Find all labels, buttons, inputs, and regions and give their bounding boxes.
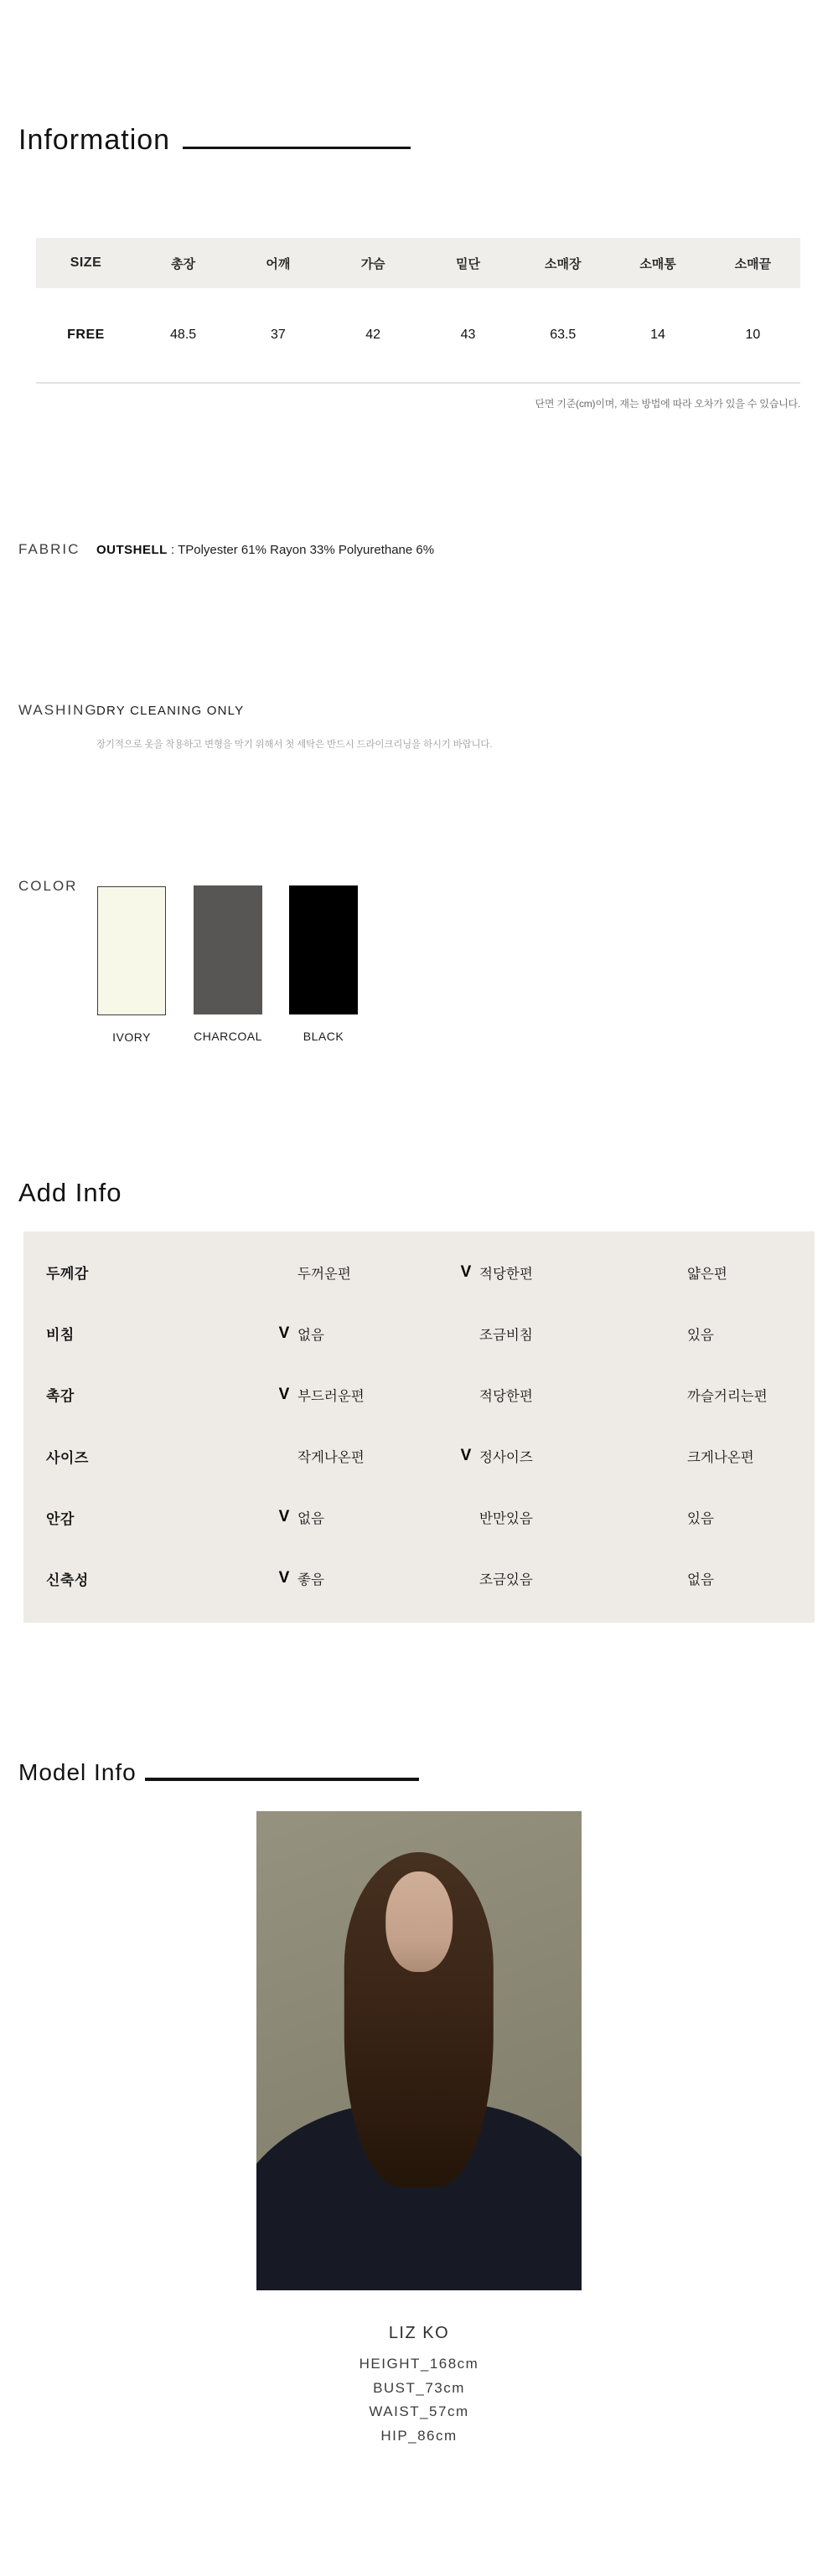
model-measurement-hip: HIP_86cm	[380, 2427, 458, 2444]
add-info-option-text: 조금있음	[479, 1572, 533, 1588]
add-info-option-text: 적당한편	[479, 1388, 533, 1404]
model-photo	[256, 1811, 582, 2290]
add-info-option-text: 정사이즈	[479, 1450, 533, 1466]
add-info-option	[277, 1568, 458, 1588]
fabric-composition-text: TPolyester 61% Rayon 33% Polyurethane 6%	[178, 543, 435, 557]
size-table-cell: 10	[745, 328, 761, 342]
add-info-option	[458, 1507, 666, 1527]
check-mark-icon: V	[278, 1508, 290, 1526]
washing-instruction: DRY CLEANING ONLY	[96, 704, 245, 718]
model-measurement-waist: WAIST_57cm	[369, 2403, 469, 2419]
size-table-header-cell: 어깨	[266, 256, 291, 271]
model-name: LIZ KO	[388, 2324, 450, 2342]
add-info-row-lining	[23, 1507, 815, 1528]
add-info-option	[458, 1446, 666, 1466]
model-info-title-rule	[145, 1778, 419, 1781]
add-info-title: Add Info	[18, 1178, 122, 1207]
color-swatch-ivory-fill	[97, 886, 166, 1015]
add-info-row-label: 사이즈	[46, 1449, 89, 1466]
add-info-option-text: 조금비침	[479, 1327, 533, 1343]
check-mark-icon: V	[460, 1447, 472, 1465]
check-mark-icon: V	[460, 1262, 472, 1281]
color-swatch-charcoal-label: CHARCOAL	[194, 1030, 262, 1043]
add-info-option	[458, 1568, 666, 1588]
add-info-row-size-fit	[23, 1446, 815, 1467]
model-info-title: Model Info	[18, 1759, 137, 1785]
add-info-option	[666, 1446, 815, 1466]
check-mark-icon: V	[278, 1385, 290, 1403]
size-table-cell: 37	[270, 328, 286, 342]
add-info-row-sheerness	[23, 1323, 815, 1344]
add-info-option-text: 적당한편	[479, 1266, 533, 1282]
color-swatch-ivory-label: IVORY	[112, 1030, 151, 1044]
size-table-row	[36, 288, 800, 382]
size-table-cell: 43	[460, 328, 476, 342]
model-measurement-bust: BUST_73cm	[373, 2379, 465, 2396]
information-title: Information	[18, 124, 171, 156]
fabric-label: FABRIC	[18, 541, 80, 557]
add-info-option	[666, 1324, 815, 1344]
add-info-option-text: 부드러운편	[297, 1388, 365, 1404]
add-info-section-header	[18, 1180, 186, 1205]
size-table-header-cell: 가슴	[360, 256, 385, 271]
fabric-part-name: OUTSHELL	[96, 543, 168, 557]
add-info-option-text: 있음	[687, 1327, 714, 1343]
add-info-option-text: 없음	[687, 1572, 714, 1588]
add-info-option	[277, 1385, 458, 1405]
add-info-row-label: 두께감	[46, 1266, 89, 1282]
add-info-option	[277, 1262, 458, 1283]
washing-label: WASHING	[18, 702, 98, 718]
add-info-option	[666, 1507, 815, 1527]
color-swatch-charcoal	[194, 885, 262, 1043]
add-info-option-text: 없음	[297, 1511, 324, 1527]
model-measurements	[0, 2352, 838, 2448]
color-swatch-black-fill	[289, 885, 358, 1014]
color-swatch-black-label: BLACK	[303, 1030, 344, 1043]
add-info-option-text: 작게나온편	[297, 1450, 365, 1466]
add-info-option-text: 좋음	[297, 1572, 324, 1588]
add-info-option-text: 얇은편	[687, 1266, 727, 1282]
model-measurement-height: HEIGHT_168cm	[359, 2356, 479, 2372]
color-swatch-charcoal-fill	[194, 885, 262, 1014]
add-info-row-label: 비침	[46, 1327, 75, 1344]
size-table-header-cell: 밑단	[455, 256, 480, 271]
add-info-row-thickness	[23, 1262, 815, 1283]
add-info-option	[666, 1568, 815, 1588]
size-table-cell: 48.5	[170, 328, 197, 342]
add-info-row-label: 안감	[46, 1510, 75, 1527]
check-mark-icon: V	[278, 1324, 290, 1342]
fabric-separator: :	[167, 543, 178, 557]
size-table-header	[36, 238, 800, 288]
add-info-option-text: 까슬거리는편	[687, 1388, 768, 1404]
washing-note: 장기적으로 옷을 착용하고 변형을 막기 위해서 첫 세탁은 반드시 드라이크리닝을 하시기 바랍니다.	[96, 740, 493, 750]
add-info-row-label: 촉감	[46, 1388, 75, 1405]
color-swatch-ivory	[97, 886, 166, 1044]
add-info-row-stretch	[23, 1568, 815, 1589]
add-info-option-text: 있음	[687, 1511, 714, 1527]
fabric-composition	[96, 543, 434, 557]
add-info-table	[23, 1231, 815, 1623]
model-info-section-header	[18, 1761, 419, 1784]
size-table-header-cell: 소매장	[545, 256, 582, 271]
size-table-cell: 63.5	[550, 328, 577, 342]
size-table-header-cell: 총장	[171, 256, 196, 271]
size-table-cell: FREE	[67, 328, 105, 342]
add-info-option	[277, 1446, 458, 1466]
add-info-option	[458, 1262, 666, 1283]
add-info-option	[458, 1385, 666, 1405]
size-table-header-cell: 소매끝	[734, 256, 772, 271]
add-info-row-label: 신축성	[46, 1572, 89, 1588]
add-info-option	[277, 1507, 458, 1527]
color-swatch-black	[289, 885, 358, 1043]
add-info-option	[277, 1324, 458, 1344]
add-info-option-text: 크게나온편	[687, 1450, 754, 1466]
size-table-divider	[36, 382, 800, 384]
information-title-rule	[183, 147, 411, 149]
model-face-shape	[385, 1871, 453, 1972]
size-table-header-cell: 소매통	[639, 256, 676, 271]
check-mark-icon: V	[278, 1569, 290, 1587]
size-table-cell: 14	[650, 328, 665, 342]
add-info-option	[666, 1385, 815, 1405]
size-table-cell: 42	[365, 328, 381, 342]
size-measure-note: 단면 기준(cm)이며, 재는 방법에 따라 오차가 있을 수 있습니다.	[535, 398, 800, 410]
add-info-option	[458, 1324, 666, 1344]
color-label: COLOR	[18, 878, 78, 894]
information-section-header	[18, 126, 411, 154]
add-info-option-text: 반만있음	[479, 1511, 533, 1527]
add-info-row-texture	[23, 1384, 815, 1405]
add-info-option	[666, 1262, 815, 1283]
add-info-option-text: 없음	[297, 1327, 324, 1343]
size-table-header-cell: SIZE	[70, 256, 102, 270]
add-info-option-text: 두꺼운편	[297, 1266, 351, 1282]
